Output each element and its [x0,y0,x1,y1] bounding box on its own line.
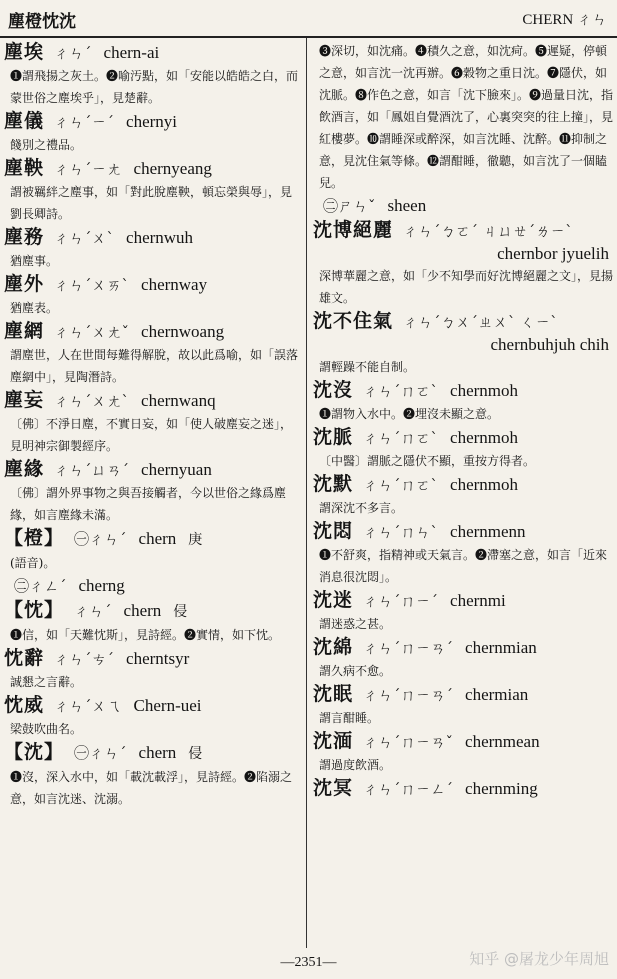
definition: 〔中醫〕謂脈之隱伏不顯，重按方得者。 [319,454,536,468]
headword-line [313,218,613,243]
definition: 餞別之禮品。 [10,138,83,152]
dictionary-entry [4,598,302,646]
watermark: 知乎 @屠龙少年周旭 [469,950,609,968]
zhuyin: ㄔㄣˊㄇㄧˊ [363,592,439,610]
headword: 塵務 [4,226,45,248]
definition: ❶謂物入水中。❷埋沒未顯之意。 [319,407,500,421]
zhuyin: ㄔㄣˊㄨˋ [54,229,115,247]
zhuyin: ㄔㄣˊㄩㄢˊ [54,461,130,479]
zhuyin: ㄔㄣˊㄇㄧㄢˊ [363,639,454,657]
romanization: Chern-uei [133,696,202,715]
headword: 塵緣 [4,458,45,480]
zhuyin: ㄔㄣˊㄨㄤˋ [54,392,130,410]
romanization: chernmoh [450,428,519,447]
dictionary-entry [4,740,302,810]
right-column [313,40,613,945]
romanization: chernbuhjuh chih [490,335,609,354]
definition: 〔佛〕謂外界事物之與吾接觸者，今以世俗之緣爲塵緣，如言塵緣未滿。 [10,486,287,522]
headword: 沈湎 [313,730,354,752]
page-number: —2351— [280,955,337,970]
dictionary-entry [313,309,613,378]
zhuyin: ㄔㄣˊㄇㄣˋ [363,523,439,541]
headword-line [4,319,302,344]
definition: 猶塵事。 [10,254,59,268]
definition: 猶塵表。 [10,301,59,315]
definition: ❶沒，深入水中，如「載沈載浮」，見詩經。❷陷溺之意，如言沈迷、沈溺。 [10,770,293,806]
headword: 沈悶 [313,520,354,542]
definition: 〔佛〕不淨日塵，不實日妄，如「使人破塵妄之迷」，見明神宗御製經序。 [10,417,293,453]
dictionary-entry [313,729,613,776]
definition: 謂塵世，人在世間每難得解脫，故以此爲喻，如「誤落塵網中」，見陶潛詩。 [10,348,299,384]
headword: 塵埃 [4,41,45,63]
zhuyin: ㄔㄣˊㄇㄧㄥˊ [363,780,454,798]
zhuyin: ㄔㄣˊㄅㄨˊㄓㄨˋ ㄑㄧˋ [403,313,558,331]
headword: 沈不住氣 [313,310,394,332]
romanization: chernmoh [450,475,519,494]
dictionary-entry [4,272,302,319]
zhuyin: ㄔㄣˊㄇㄛˋ [363,476,439,494]
rhyme-category: 侵 [173,604,188,620]
dictionary-entry [313,635,613,682]
headword-line [313,729,613,754]
dictionary-entry [4,574,302,598]
dictionary-entry [313,194,613,218]
dictionary-entry [313,519,613,588]
zhuyin: ㄔㄣˊㄇㄛˋ [363,382,439,400]
headword-line [4,272,302,297]
rhyme-category: 庚 [188,532,203,548]
zhuyin: ㊁ㄔㄥˊ [14,577,67,595]
zhuyin: ㄔㄣˊ [54,44,92,62]
zhuyin: ㊀ㄔㄣˊ [74,530,127,548]
zhuyin: ㄔㄣˊㄅㄛˊ ㄐㄩㄝˊㄌㄧˋ [403,222,573,240]
zhuyin: ㄔㄣˊㄇㄧㄢˊ [363,686,454,704]
zhuyin: ㄔㄣˊㄨㄞˋ [54,276,130,294]
headword: 沈眠 [313,683,354,705]
romanization: chernmenn [450,522,526,541]
zhuyin: ㄔㄣˊ [74,602,112,620]
romanization: cherntsyr [126,649,190,668]
headword-line [313,472,613,497]
headword: 塵鞅 [4,157,45,179]
romanization: chernyuan [141,460,212,479]
romanization: chermian [465,685,529,704]
definition: (語音)。 [10,556,56,570]
headword-line [313,588,613,613]
zhuyin: ㊀ㄔㄣˊ [74,744,127,762]
dictionary-entry [4,693,302,740]
headword: 塵儀 [4,110,45,132]
dictionary-entry [313,425,613,472]
romanization: chern [138,743,177,762]
definition: 謂迷惑之甚。 [319,617,392,631]
definition: 謂久病不愈。 [319,664,392,678]
header-right: CHERN ㄔㄣ [522,12,607,28]
dictionary-entry [4,457,302,526]
dictionary-entry [313,40,613,194]
definition: 深博華麗之意，如「少不知學而好沈博絕麗之文」，見揚雄文。 [319,269,613,305]
left-column [4,40,302,945]
dictionary-entry [4,156,302,225]
headword-line [4,225,302,250]
headword-line [313,776,613,801]
headword-line [313,378,613,403]
romanization: chern-ai [103,43,160,62]
headword: 塵外 [4,273,45,295]
headword: 沈脈 [313,426,354,448]
romanization: cherng [78,576,125,595]
headword: 塵網 [4,320,45,342]
definition: 謂過度飲酒。 [319,758,392,772]
romanization: sheen [387,196,427,215]
headword-line [4,574,302,598]
page-header [0,0,617,38]
dictionary-entry [4,40,302,109]
zhuyin: ㄔㄣˊㄧˊ [54,113,115,131]
romanization: chernmean [465,732,540,751]
headword-line [4,740,302,766]
dictionary-entry [4,319,302,388]
headword-line [4,156,302,181]
zhuyin: ㄔㄣˊㄨㄟ [54,697,122,715]
definition: 梁鼓吹曲名。 [10,722,83,736]
headword-line [4,109,302,134]
rhyme-category: 侵 [188,746,203,762]
romanization: chernwanq [141,391,216,410]
dictionary-entry [4,646,302,693]
definition: 謂輕躁不能自制。 [319,360,416,374]
headword: 沈冥 [313,777,354,799]
definition: ❶不舒爽，指精神或天氣言。❷滯塞之意，如言「近來消息很沈悶」。 [319,548,608,584]
romanization: chern [123,601,162,620]
headword-line [313,682,613,707]
dictionary-entry [313,776,613,801]
headword: 沈博絕麗 [313,219,394,241]
headword: 沈默 [313,473,354,495]
romanization: chernway [141,275,208,294]
zhuyin: ㄔㄣˊㄇㄛˋ [363,429,439,447]
romanization: chernmoh [450,381,519,400]
headword-line [313,519,613,544]
headword-line [313,425,613,450]
zhuyin: ㄔㄣˊㄧㄤ [54,160,122,178]
column-divider [306,38,307,948]
dictionary-entry [4,109,302,156]
headword-line [4,646,302,671]
headword-line [313,635,613,660]
dictionary-entry [4,526,302,574]
headword-line [4,598,302,624]
romanization: chern [138,529,177,548]
headword-line [313,309,613,334]
dictionary-entry [313,682,613,729]
romanization: chernmi [450,591,506,610]
headword-line [4,526,302,552]
headword-line [4,40,302,65]
definition: 謂言酣睡。 [319,711,380,725]
definition: ❶謂飛揚之灰土。❷喻汚點，如「安能以皓皓之白，而蒙世俗之塵埃乎」，見楚辭。 [10,69,299,105]
headword-line [313,194,613,218]
header-left: 塵橙忱沈 [8,12,76,32]
definition: 謂深沈不多言。 [319,501,404,515]
headword: 【橙】 [4,527,65,549]
headword: 忱辭 [4,647,45,669]
headword: 【忱】 [4,599,65,621]
romanization: chernyeang [133,159,212,178]
headword: 【沈】 [4,741,65,763]
headword: 沈綿 [313,636,354,658]
definition: ❶信，如「天難忱斯」，見詩經。❷實情，如下忱。 [10,628,281,642]
definition: 誠懇之言辭。 [10,675,83,689]
romanization: chernyi [126,112,178,131]
zhuyin: ㊁ㄕㄣˇ [323,197,376,215]
dictionary-entry [313,588,613,635]
headword: 沈沒 [313,379,354,401]
definition: ❸深切，如沈痛。❹積久之意，如沈疴。❺遲疑，停頓之意，如言沈一沈再辦。❻穀物之重日沈。❼隱伏，如沈脈。❽作色之意，如言「沈下臉來」。❾過量日沈，指飲酒言，如「鳳姐自覺酒沈了，心裏突突的往上撞」，見紅樓夢。❿謂睡深或醉深，如言沈睡、沈醉。⓫抑制之意，見沈住氣等條。⓬謂酣睡，徹聽，如言沈了一個瞌兒。 [319,44,613,190]
romanization: chernbor jyuelih [497,244,609,263]
romanization: chernmian [465,638,537,657]
dictionary-entry [313,472,613,519]
dictionary-entry [313,218,613,309]
zhuyin: ㄔㄣˊㄨㄤˇ [54,323,130,341]
headword: 沈迷 [313,589,354,611]
headword: 忱威 [4,694,45,716]
dictionary-entry [4,225,302,272]
romanization: chernming [465,779,538,798]
dictionary-entry [313,378,613,425]
definition: 謂被羈絆之塵事，如「對此脫塵鞅，頓忘榮與辱」，見劉長卿詩。 [10,185,293,221]
zhuyin: ㄔㄣˊㄘˊ [54,650,115,668]
headword: 塵妄 [4,389,45,411]
romanization: chernwoang [141,322,225,341]
romanization: chernwuh [126,228,194,247]
zhuyin: ㄔㄣˊㄇㄧㄢˇ [363,733,454,751]
headword-line [4,457,302,482]
headword-line [4,693,302,718]
dictionary-entry [4,388,302,457]
headword-line [4,388,302,413]
